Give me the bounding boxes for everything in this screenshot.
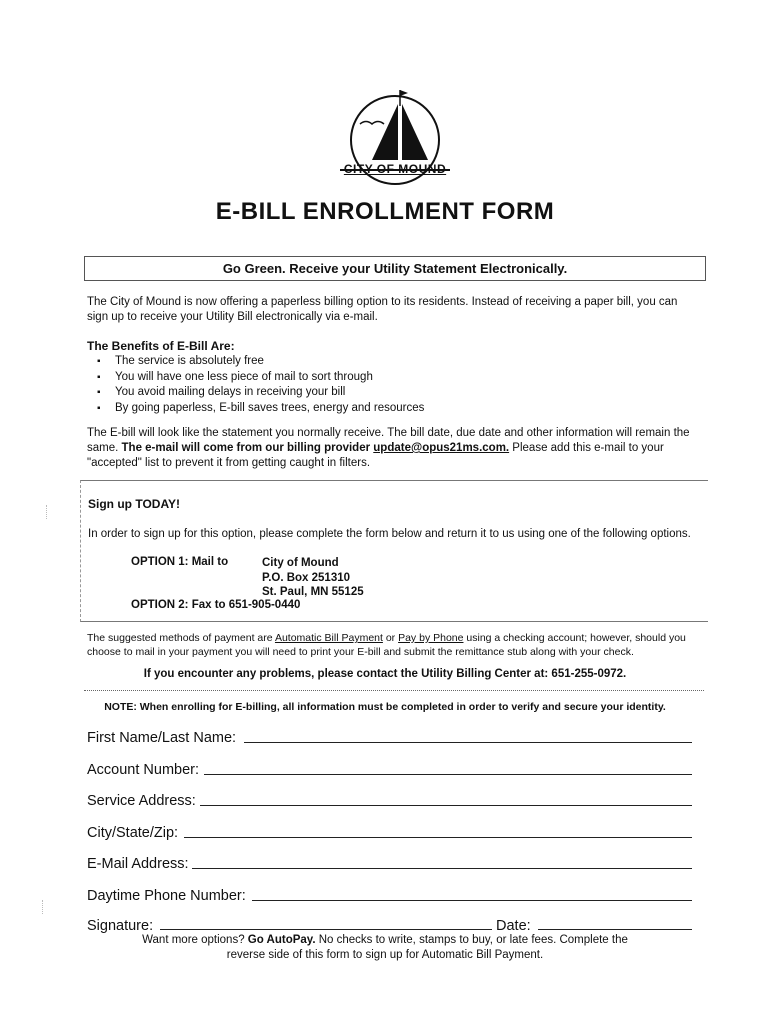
city-state-zip-field[interactable] [184, 837, 692, 838]
intro-paragraph: The City of Mound is now offering a paperless billing option to its residents. Instead of receiving a paper bill, you can sign up to receive your Utility Bill electronically via e-mail. [87, 296, 678, 323]
account-number-field[interactable] [204, 774, 692, 775]
payment-text-mid: or [382, 632, 399, 644]
autopay-note [0, 933, 770, 963]
logo-label: CITY OF MOUND [343, 162, 447, 176]
name-label: First Name/Last Name: [87, 730, 237, 746]
list-item: ▪ You avoid mailing delays in receiving your bill [97, 385, 424, 401]
benefits-list [97, 354, 424, 416]
go-autopay-label: Go AutoPay. [247, 934, 316, 946]
ebill-paragraph [87, 426, 697, 471]
name-field[interactable] [244, 742, 692, 743]
ebill-text-end: Please add this e-mail to your "accepted" list to prevent it from getting caught in filters. [87, 442, 664, 469]
service-address-label: Service Address: [87, 793, 196, 809]
mailing-address [262, 556, 364, 600]
identity-note: NOTE: When enrolling for E-billing, all information must be completed in order to verify and secure your identity. [104, 701, 666, 713]
autopay-link[interactable]: Automatic Bill Payment [274, 632, 383, 644]
divider [84, 690, 704, 691]
scan-mark [42, 900, 45, 914]
list-item: ▪ The service is absolutely free [97, 354, 424, 370]
city-state-zip-label: City/State/Zip: [87, 825, 179, 841]
account-label: Account Number: [87, 762, 200, 778]
service-address-field[interactable] [200, 805, 692, 806]
ebill-text-start: The E-bill will look like the statement you normally receive. The bill date, due date and other information will remain the same. [87, 427, 690, 454]
email-label: E-Mail Address: [87, 856, 189, 872]
list-item: ▪ By going paperless, E-bill saves trees, energy and resources [97, 401, 424, 417]
payment-text-end: using a checking account; however, should you choose to mail in your payment you will need to print your E-bill and submit the remittance stub along with your check. [87, 632, 686, 658]
option2-fax: OPTION 2: Fax to 651-905-0440 [131, 599, 301, 611]
address-line: St. Paul, MN 55125 [262, 586, 364, 598]
autopay-text-end: No checks to write, stamps to buy, or late fees. Complete the [315, 934, 628, 946]
autopay-line-2: reverse side of this form to sign up for Automatic Bill Payment. [226, 949, 544, 961]
signature-label: Signature: [87, 918, 154, 934]
provider-email-link[interactable]: update@opus21ms.com. [373, 442, 510, 454]
ebill-text-bold: The e-mail will come from our billing provider [121, 442, 374, 454]
phone-label: Daytime Phone Number: [87, 888, 246, 904]
payment-text-start: The suggested methods of payment are [87, 632, 275, 644]
address-line: City of Mound [262, 557, 339, 569]
signup-instructions: In order to sign up for this option, please complete the form below and return it to us using one of the following options. [88, 528, 691, 540]
form-title: E-BILL ENROLLMENT FORM [215, 198, 555, 225]
email-field[interactable] [192, 868, 692, 869]
scan-mark [46, 505, 49, 519]
pay-by-phone-link[interactable]: Pay by Phone [398, 632, 464, 644]
problems-contact: If you encounter any problems, please contact the Utility Billing Center at: 651-255-0972. [143, 668, 627, 680]
date-field[interactable] [538, 929, 692, 930]
signup-heading: Sign up TODAY! [88, 497, 181, 511]
benefits-heading: The Benefits of E-Bill Are: [87, 339, 235, 353]
option1-label: OPTION 1: Mail to [131, 556, 229, 568]
autopay-text-start: Want more options? [142, 934, 248, 946]
autopay-line-1 [0, 933, 770, 948]
go-green-banner: Go Green. Receive your Utility Statement Electronically. [84, 256, 706, 281]
phone-field[interactable] [252, 900, 692, 901]
payment-note [87, 632, 697, 659]
date-label: Date: [496, 918, 531, 934]
list-item: ▪ You will have one less piece of mail to sort through [97, 370, 424, 386]
signature-field[interactable] [160, 929, 492, 930]
address-line: P.O. Box 251310 [262, 571, 351, 584]
